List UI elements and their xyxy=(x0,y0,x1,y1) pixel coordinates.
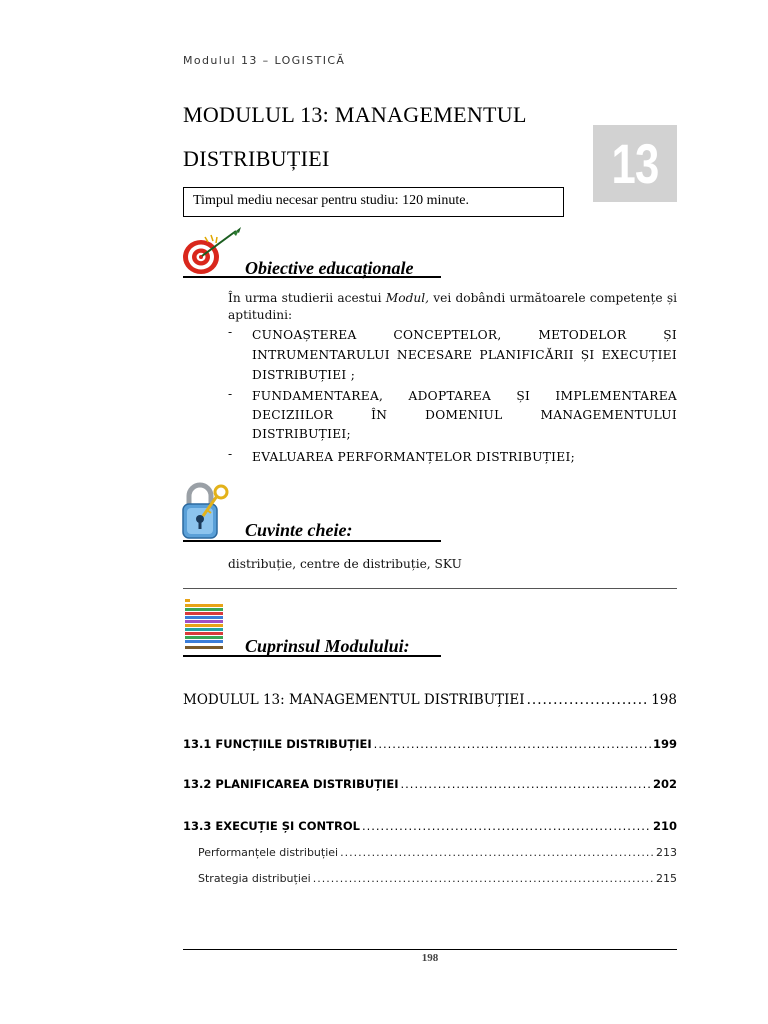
objective-item: FUNDAMENTAREA, ADOPTAREA ȘI IMPLEMENTAREA DECIZIILOR ÎN DOMENIUL MANAGEMENTULUI DISTRIBUȚIEI; xyxy=(252,389,677,441)
toc-entry[interactable] xyxy=(183,777,677,791)
section-divider xyxy=(183,588,677,589)
toc-entry-label: MODULUL 13: MANAGEMENTUL DISTRIBUȚIEI xyxy=(183,692,525,708)
toc-subentry[interactable] xyxy=(198,846,677,859)
toc-entry-label: 13.3 EXECUȚIE ȘI CONTROL xyxy=(183,819,360,833)
page-title-line1: MODULUL 13: MANAGEMENTUL xyxy=(183,102,527,127)
toc-leader-dots xyxy=(400,777,651,791)
toc-leader-dots xyxy=(527,692,650,708)
page-number: 198 xyxy=(421,952,439,964)
bullet-dash: - xyxy=(228,387,233,401)
chapter-number-box xyxy=(593,125,677,202)
toc-leader-dots xyxy=(374,737,651,751)
objectives-intro-emphasis: Modul, xyxy=(385,291,430,305)
toc-entry[interactable] xyxy=(183,737,677,751)
study-time-box xyxy=(183,187,564,217)
toc-entry[interactable] xyxy=(183,692,677,708)
toc-entry-page: 210 xyxy=(652,819,677,833)
bullet-dash: - xyxy=(228,325,233,339)
page-title-line2: DISTRIBUȚIEI xyxy=(183,146,330,171)
footer-rule xyxy=(183,949,677,950)
keywords-text: distribuție, centre de distribuție, SKU xyxy=(228,557,462,571)
toc-leader-dots xyxy=(313,872,654,885)
toc-entry-page: 198 xyxy=(651,692,677,708)
toc-entry-page: 215 xyxy=(656,872,677,885)
toc-entry[interactable] xyxy=(183,819,677,833)
objectives-intro xyxy=(228,290,677,324)
target-dart-icon xyxy=(181,225,243,277)
chapter-number: 13 xyxy=(611,132,659,195)
toc-entry-label: 13.2 PLANIFICAREA DISTRIBUȚIEI xyxy=(183,777,399,791)
padlock-key-icon xyxy=(181,482,231,540)
running-header: Modulul 13 – LOGISTICĂ xyxy=(183,54,346,67)
objective-item: CUNOAȘTEREA CONCEPTELOR, METODELOR ȘI INTRUMENTARULUI NECESARE PLANIFICĂRII ȘI EXECUȚIEI DISTRIBUȚIEI ; xyxy=(252,328,677,382)
toc-entry-label: Strategia distribuției xyxy=(198,872,311,885)
toc-entry-label: Performanțele distribuției xyxy=(198,846,339,859)
objectives-intro-start: În urma studierii acestui xyxy=(228,291,386,305)
toc-entry-page: 199 xyxy=(652,737,677,751)
toc-entry-label: 13.1 FUNCȚIILE DISTRIBUȚIEI xyxy=(183,737,372,751)
toc-subentry[interactable] xyxy=(198,872,677,885)
toc-leader-dots xyxy=(362,819,651,833)
contents-heading: Cuprinsul Modulului: xyxy=(245,636,410,656)
study-time-text: Timpul mediu necesar pentru studiu: 120 minute. xyxy=(193,193,469,208)
stacked-books-icon xyxy=(183,598,225,654)
keywords-heading: Cuvinte cheie: xyxy=(245,520,353,540)
bullet-dash: - xyxy=(228,447,233,461)
objectives-heading: Obiective educaționale xyxy=(245,258,414,278)
toc-entry-page: 213 xyxy=(656,846,677,859)
objectives-intro-end: vei dobândi următoarele competențe și aptitudini: xyxy=(228,291,677,322)
toc-entry-page: 202 xyxy=(652,777,677,791)
objective-item: EVALUAREA PERFORMANȚELOR DISTRIBUȚIEI; xyxy=(252,450,575,464)
toc-leader-dots xyxy=(340,846,654,859)
